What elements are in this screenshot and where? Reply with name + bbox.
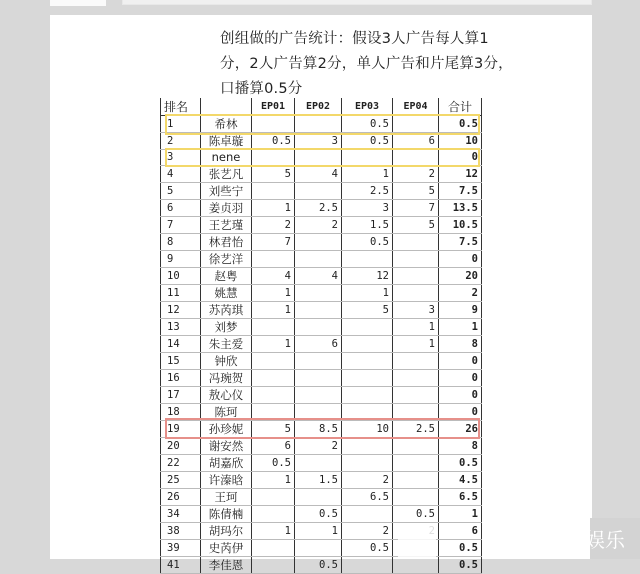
cell-name: 李佳恩 <box>201 556 252 573</box>
cell-ep04 <box>393 454 439 471</box>
cell-ep04 <box>393 386 439 403</box>
cell-ep02 <box>295 454 342 471</box>
header-total: 合计 <box>439 98 482 116</box>
table-row <box>161 505 482 522</box>
header-ep02: EP02 <box>295 98 342 116</box>
cell-ep03: 5 <box>342 301 393 318</box>
cell-rank: 19 <box>161 420 201 437</box>
cell-ep04 <box>393 267 439 284</box>
cell-total: 0 <box>439 150 482 166</box>
cell-ep01: 6 <box>252 437 295 454</box>
cell-rank: 16 <box>161 369 201 386</box>
cell-ep01 <box>252 150 295 166</box>
header-ep01: EP01 <box>252 98 295 116</box>
cell-ep01 <box>252 182 295 199</box>
table-row <box>161 488 482 505</box>
table-row <box>161 301 482 318</box>
cell-total: 1 <box>439 318 482 335</box>
cell-ep01: 1 <box>252 284 295 301</box>
cell-ep02: 2 <box>295 437 342 454</box>
cell-rank: 15 <box>161 352 201 369</box>
cell-rank: 1 <box>161 116 201 133</box>
table-row <box>161 182 482 199</box>
cell-ep01: 1 <box>252 301 295 318</box>
cell-ep03: 2.5 <box>342 182 393 199</box>
cell-ep02 <box>295 403 342 420</box>
cell-ep04 <box>393 352 439 369</box>
cell-ep02 <box>295 150 342 166</box>
cell-total: 0.5 <box>439 539 482 556</box>
cell-ep03: 3 <box>342 199 393 216</box>
cell-rank: 9 <box>161 250 201 267</box>
cell-ep03 <box>342 454 393 471</box>
watermark-text: 娱乐 <box>585 528 625 552</box>
cell-name: 朱主爱 <box>201 335 252 352</box>
cell-name: 胡嘉欣 <box>201 454 252 471</box>
cell-name: 徐艺洋 <box>201 250 252 267</box>
cell-total: 8 <box>439 437 482 454</box>
cell-ep04 <box>393 369 439 386</box>
cell-ep02 <box>295 284 342 301</box>
cell-ep02 <box>295 352 342 369</box>
table-row <box>161 369 482 386</box>
cell-total: 0.5 <box>439 116 482 133</box>
cell-name: 敖心仪 <box>201 386 252 403</box>
cell-ep02 <box>295 488 342 505</box>
table-row <box>161 454 482 471</box>
watermark-mask <box>398 524 436 559</box>
cell-ep02: 2 <box>295 216 342 233</box>
cell-rank: 6 <box>161 199 201 216</box>
cell-ep03 <box>342 318 393 335</box>
header-ep03: EP03 <box>342 98 393 116</box>
cell-total: 6 <box>439 522 482 539</box>
cell-name: 陈珂 <box>201 403 252 420</box>
cell-name: 许溱晗 <box>201 471 252 488</box>
cell-rank: 3 <box>161 150 201 166</box>
cell-ep02: 4 <box>295 267 342 284</box>
cell-ep02: 6 <box>295 335 342 352</box>
cell-name: nene <box>201 150 252 166</box>
table-row <box>161 352 482 369</box>
cell-total: 4.5 <box>439 471 482 488</box>
cell-ep04: 7 <box>393 199 439 216</box>
cell-ep03 <box>342 505 393 522</box>
cell-ep03: 0.5 <box>342 233 393 250</box>
cell-ep03 <box>342 403 393 420</box>
cell-ep01: 0.5 <box>252 454 295 471</box>
cell-ep04: 2 <box>393 165 439 182</box>
cell-rank: 14 <box>161 335 201 352</box>
cell-rank: 38 <box>161 522 201 539</box>
top-frame-left <box>50 0 106 6</box>
caption-line-1: 创组做的广告统计：假设3人广告每人算1 <box>220 31 489 47</box>
cell-ep01 <box>252 403 295 420</box>
cell-total: 0.5 <box>439 556 482 573</box>
cell-ep02: 1.5 <box>295 471 342 488</box>
cell-ep04: 2.5 <box>393 420 439 437</box>
cell-name: 谢安然 <box>201 437 252 454</box>
cell-ep01: 1 <box>252 522 295 539</box>
cell-ep02: 0.5 <box>295 505 342 522</box>
table-row <box>161 233 482 250</box>
cell-ep02 <box>295 116 342 133</box>
watermark <box>585 518 640 559</box>
cell-ep03: 2 <box>342 522 393 539</box>
cell-total: 0 <box>439 369 482 386</box>
table-row <box>161 335 482 352</box>
cell-name: 王珂 <box>201 488 252 505</box>
table-row <box>161 386 482 403</box>
table-row <box>161 116 482 133</box>
cell-rank: 2 <box>161 133 201 150</box>
cell-ep04 <box>393 403 439 420</box>
cell-rank: 11 <box>161 284 201 301</box>
cell-total: 0 <box>439 352 482 369</box>
cell-ep04 <box>393 116 439 133</box>
table-row <box>161 437 482 454</box>
cell-ep04: 5 <box>393 216 439 233</box>
cell-ep01: 2 <box>252 216 295 233</box>
cell-ep03 <box>342 250 393 267</box>
cell-total: 13.5 <box>439 199 482 216</box>
cell-name: 姜贞羽 <box>201 199 252 216</box>
cell-rank: 7 <box>161 216 201 233</box>
cell-total: 2 <box>439 284 482 301</box>
table-row <box>161 199 482 216</box>
cell-ep04 <box>393 488 439 505</box>
cell-name: 赵粤 <box>201 267 252 284</box>
cell-total: 10.5 <box>439 216 482 233</box>
table-row <box>161 403 482 420</box>
cell-ep04 <box>393 250 439 267</box>
table-row <box>161 267 482 284</box>
cell-ep01: 4 <box>252 267 295 284</box>
cell-rank: 25 <box>161 471 201 488</box>
top-frame-right <box>122 0 592 5</box>
cell-rank: 17 <box>161 386 201 403</box>
cell-ep04 <box>393 150 439 166</box>
cell-ep01: 0.5 <box>252 133 295 150</box>
cell-ep01 <box>252 539 295 556</box>
cell-rank: 10 <box>161 267 201 284</box>
cell-ep02 <box>295 318 342 335</box>
cell-ep04 <box>393 233 439 250</box>
cell-name: 姚慧 <box>201 284 252 301</box>
cell-ep04: 3 <box>393 301 439 318</box>
cell-ep04 <box>393 437 439 454</box>
cell-name: 希林 <box>201 116 252 133</box>
cell-ep03: 1 <box>342 165 393 182</box>
cell-ep04: 1 <box>393 335 439 352</box>
cell-total: 7.5 <box>439 233 482 250</box>
cell-ep01: 1 <box>252 199 295 216</box>
ad-stats-table <box>160 98 482 574</box>
cell-ep01 <box>252 369 295 386</box>
cell-name: 孙珍妮 <box>201 420 252 437</box>
cell-ep02: 0.5 <box>295 556 342 573</box>
cell-ep01 <box>252 250 295 267</box>
cell-ep03: 2 <box>342 471 393 488</box>
cell-name: 张艺凡 <box>201 165 252 182</box>
cell-ep04: 6 <box>393 133 439 150</box>
table-row <box>161 284 482 301</box>
header-ep04: EP04 <box>393 98 439 116</box>
cell-ep01: 5 <box>252 165 295 182</box>
cell-ep03 <box>342 369 393 386</box>
table-row <box>161 165 482 182</box>
cell-rank: 18 <box>161 403 201 420</box>
cell-name: 王艺瑾 <box>201 216 252 233</box>
cell-name: 胡玛尔 <box>201 522 252 539</box>
cell-ep02: 8.5 <box>295 420 342 437</box>
cell-ep01 <box>252 488 295 505</box>
table-row <box>161 133 482 150</box>
cell-ep01: 1 <box>252 471 295 488</box>
cell-name: 陈卓璇 <box>201 133 252 150</box>
cell-ep03: 6.5 <box>342 488 393 505</box>
table-header-row <box>161 98 482 116</box>
caption-line-3: 口播算0.5分 <box>220 81 303 97</box>
cell-rank: 20 <box>161 437 201 454</box>
cell-rank: 4 <box>161 165 201 182</box>
cell-ep01: 7 <box>252 233 295 250</box>
cell-ep02 <box>295 301 342 318</box>
cell-ep02 <box>295 250 342 267</box>
cell-ep02: 1 <box>295 522 342 539</box>
cell-ep01 <box>252 116 295 133</box>
cell-ep01: 5 <box>252 420 295 437</box>
cell-ep02: 4 <box>295 165 342 182</box>
cell-name: 冯琬贺 <box>201 369 252 386</box>
cell-total: 0 <box>439 250 482 267</box>
cell-ep04: 1 <box>393 318 439 335</box>
header-name <box>201 98 252 116</box>
cell-name: 刘些宁 <box>201 182 252 199</box>
cell-ep04: 0.5 <box>393 505 439 522</box>
cell-ep03: 0.5 <box>342 116 393 133</box>
cell-ep02: 2.5 <box>295 199 342 216</box>
cell-ep04: 5 <box>393 182 439 199</box>
caption-line-2: 分，2人广告算2分，单人广告和片尾算3分， <box>220 56 513 72</box>
cell-total: 12 <box>439 165 482 182</box>
cell-ep03: 12 <box>342 267 393 284</box>
cell-ep03 <box>342 437 393 454</box>
table-row <box>161 150 482 166</box>
cell-ep03 <box>342 335 393 352</box>
table-row <box>161 471 482 488</box>
cell-ep03: 0.5 <box>342 539 393 556</box>
cell-rank: 13 <box>161 318 201 335</box>
header-rank: 排名 <box>161 98 201 116</box>
cell-ep02 <box>295 233 342 250</box>
cell-ep03: 1.5 <box>342 216 393 233</box>
cell-rank: 5 <box>161 182 201 199</box>
cell-ep01 <box>252 352 295 369</box>
cell-name: 陈倩楠 <box>201 505 252 522</box>
cell-ep03: 10 <box>342 420 393 437</box>
cell-total: 0 <box>439 386 482 403</box>
cell-rank: 12 <box>161 301 201 318</box>
cell-total: 10 <box>439 133 482 150</box>
cell-ep02 <box>295 182 342 199</box>
cell-ep04 <box>393 284 439 301</box>
caption <box>220 27 560 102</box>
cell-ep02 <box>295 369 342 386</box>
cell-total: 7.5 <box>439 182 482 199</box>
table-row <box>161 216 482 233</box>
table-row <box>161 250 482 267</box>
cell-ep01 <box>252 386 295 403</box>
cell-total: 1 <box>439 505 482 522</box>
table-row <box>161 420 482 437</box>
cell-name: 林君怡 <box>201 233 252 250</box>
cell-ep03 <box>342 352 393 369</box>
cell-total: 0 <box>439 403 482 420</box>
cell-name: 史芮伊 <box>201 539 252 556</box>
cell-ep01 <box>252 318 295 335</box>
cell-rank: 41 <box>161 556 201 573</box>
cell-total: 0.5 <box>439 454 482 471</box>
cell-name: 苏芮琪 <box>201 301 252 318</box>
cell-ep03: 0.5 <box>342 133 393 150</box>
cell-ep02 <box>295 386 342 403</box>
cell-name: 刘梦 <box>201 318 252 335</box>
cell-total: 26 <box>439 420 482 437</box>
cell-rank: 22 <box>161 454 201 471</box>
cell-total: 6.5 <box>439 488 482 505</box>
cell-ep02 <box>295 539 342 556</box>
cell-ep03 <box>342 386 393 403</box>
cell-rank: 8 <box>161 233 201 250</box>
cell-total: 8 <box>439 335 482 352</box>
cell-ep02: 3 <box>295 133 342 150</box>
cell-total: 20 <box>439 267 482 284</box>
cell-ep03 <box>342 150 393 166</box>
table-row <box>161 318 482 335</box>
cell-ep04 <box>393 471 439 488</box>
cell-rank: 34 <box>161 505 201 522</box>
cell-rank: 39 <box>161 539 201 556</box>
cell-ep03: 1 <box>342 284 393 301</box>
cell-total: 9 <box>439 301 482 318</box>
cell-name: 钟欣 <box>201 352 252 369</box>
cell-rank: 26 <box>161 488 201 505</box>
cell-ep01: 1 <box>252 335 295 352</box>
cell-ep01 <box>252 505 295 522</box>
